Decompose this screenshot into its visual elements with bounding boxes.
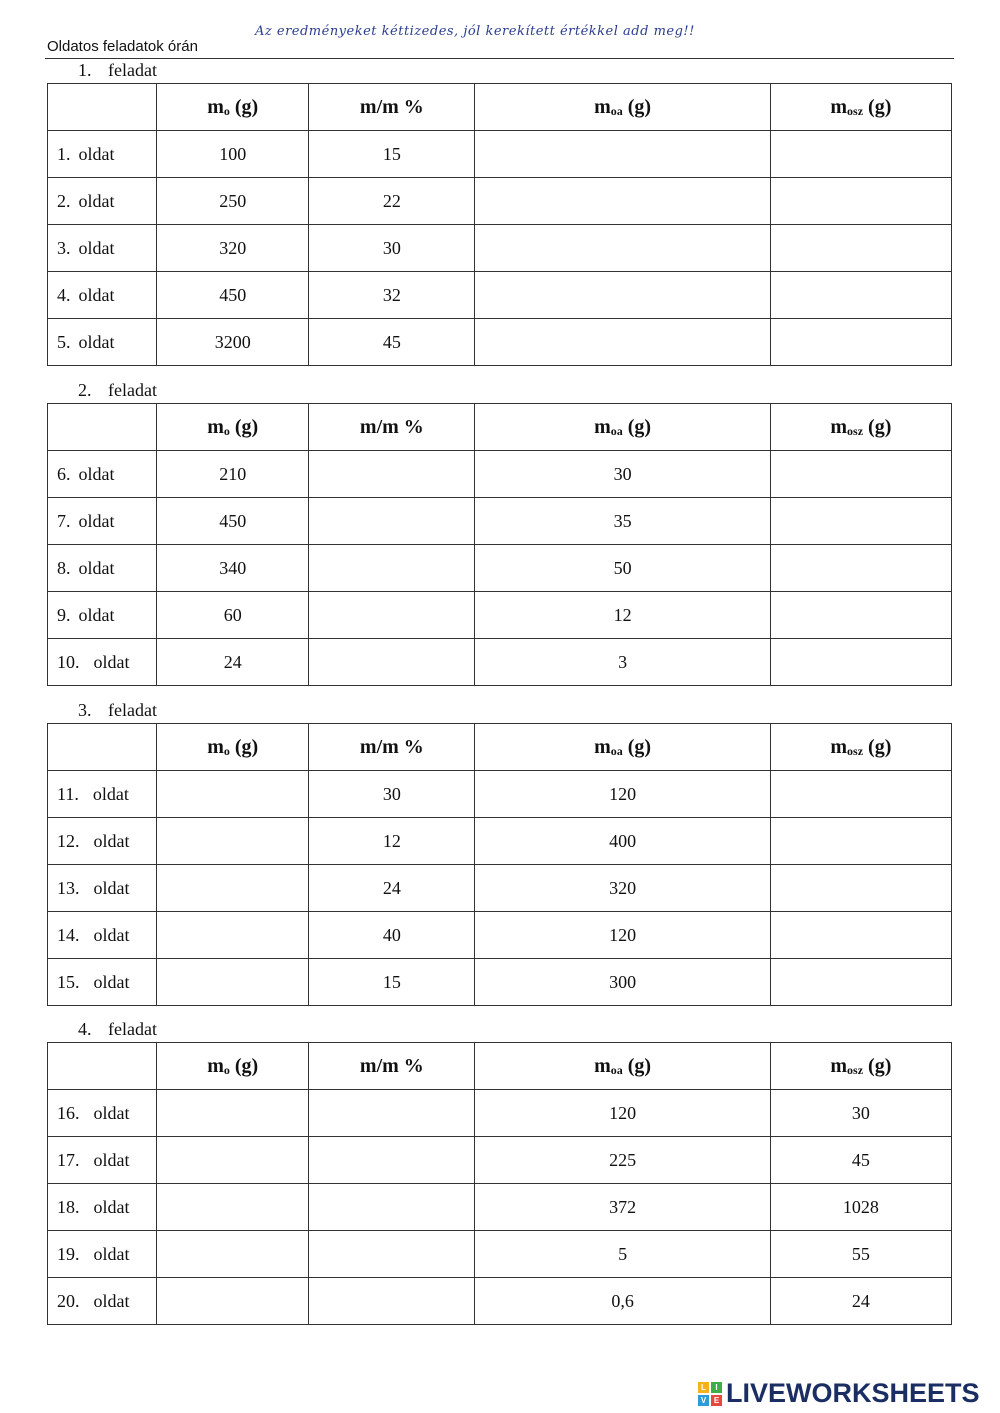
row-label [48,959,157,1006]
header-mm-percent [309,724,475,771]
header-mm-percent-label: m/m % [359,1054,424,1077]
cell-moa: 225 [475,1137,770,1184]
row-label [48,545,157,592]
row-label [48,1137,157,1184]
header-moa [475,404,770,451]
header-mosz-base: m [830,735,848,758]
cell-mm-percent[interactable] [309,1278,475,1325]
cell-mm-percent[interactable] [309,498,475,545]
row-number: 10. [57,651,80,672]
row-label-text: oldat [93,971,130,992]
cell-mosz[interactable] [770,865,951,912]
row-label [48,865,157,912]
cell-mosz[interactable] [770,592,951,639]
row-label [48,225,157,272]
task-number: 4. [78,1019,92,1039]
table-row [48,639,952,686]
cell-mm-percent[interactable] [309,545,475,592]
header-moa-unit: (g) [622,735,652,758]
liveworksheets-logo [698,1378,980,1409]
table-row [48,1184,952,1231]
cell-mo: 450 [157,498,309,545]
cell-mo[interactable] [157,1137,309,1184]
row-label [48,1184,157,1231]
cell-mosz[interactable] [770,131,951,178]
header-mo-base: m [207,735,224,758]
cell-moa: 120 [475,771,770,818]
header-mm-percent [309,1043,475,1090]
table-header-row [48,404,952,451]
task-label-text: feladat [108,380,157,400]
header-mo-subscript: o [223,423,230,438]
cell-mm-percent: 15 [309,131,475,178]
cell-mo[interactable] [157,1090,309,1137]
cell-mosz[interactable] [770,319,951,366]
task-table [47,1042,952,1325]
row-label-text: oldat [78,284,115,305]
row-label-text: oldat [93,924,130,945]
cell-mosz: 30 [770,1090,951,1137]
row-label [48,131,157,178]
row-label [48,1231,157,1278]
cell-mosz[interactable] [770,451,951,498]
cell-mosz[interactable] [770,959,951,1006]
row-number: 6. [57,463,71,484]
table-row [48,1090,952,1137]
cell-mo: 100 [157,131,309,178]
cell-mosz: 45 [770,1137,951,1184]
header-moa-base: m [594,1054,611,1077]
cell-moa: 372 [475,1184,770,1231]
row-label [48,272,157,319]
cell-moa[interactable] [475,178,770,225]
table-row [48,912,952,959]
cell-mosz[interactable] [770,912,951,959]
cell-mosz[interactable] [770,639,951,686]
header-mosz [770,724,951,771]
header-mosz-unit: (g) [863,415,892,438]
header-mosz [770,404,951,451]
task-label-text: feladat [108,700,157,720]
row-number: 2. [57,190,71,211]
header-mo [157,84,309,131]
cell-mosz[interactable] [770,818,951,865]
header-mosz-unit: (g) [863,1054,892,1077]
row-label-text: oldat [78,190,115,211]
logo-mark-letter: I [711,1382,722,1393]
logo-mark-letter: V [698,1395,709,1406]
header-mo [157,724,309,771]
header-mo-base: m [207,1054,224,1077]
header-mo-unit: (g) [229,95,259,118]
cell-mm-percent: 22 [309,178,475,225]
cell-mosz[interactable] [770,545,951,592]
row-label [48,592,157,639]
header-mosz-subscript: osz [847,103,864,118]
row-label-text: oldat [93,830,130,851]
header-moa [475,84,770,131]
header-mosz [770,1043,951,1090]
cell-moa: 400 [475,818,770,865]
cell-moa: 5 [475,1231,770,1278]
table-row [48,178,952,225]
cell-moa: 300 [475,959,770,1006]
row-number: 20. [57,1290,80,1311]
header-moa-subscript: oa [610,423,623,438]
header-empty-cell [48,84,157,131]
row-label-text: oldat [93,1196,130,1217]
header-mosz-subscript: osz [847,423,864,438]
cell-mo: 340 [157,545,309,592]
header-mosz-base: m [830,1054,848,1077]
cell-mo[interactable] [157,1278,309,1325]
cell-mm-percent[interactable] [309,451,475,498]
cell-moa: 35 [475,498,770,545]
table-row [48,498,952,545]
header-mo-base: m [207,95,224,118]
header-moa-subscript: oa [610,103,623,118]
logo-mark-icon [698,1382,722,1406]
header-mo-unit: (g) [229,415,259,438]
task-heading [78,1019,157,1040]
header-mosz-base: m [830,415,848,438]
header-mo-unit: (g) [229,1054,259,1077]
row-number: 5. [57,331,71,352]
header-moa-subscript: oa [610,1062,623,1077]
header-mosz-subscript: osz [847,1062,864,1077]
header-moa [475,724,770,771]
cell-mosz: 1028 [770,1184,951,1231]
table-row [48,545,952,592]
cell-mosz[interactable] [770,498,951,545]
row-label [48,1090,157,1137]
cell-moa[interactable] [475,272,770,319]
table-row [48,225,952,272]
table-row [48,1231,952,1278]
cell-mm-percent[interactable] [309,1231,475,1278]
row-label-text: oldat [92,783,129,804]
cell-moa: 120 [475,1090,770,1137]
task-number: 1. [78,60,92,80]
row-number: 19. [57,1243,80,1264]
row-number: 18. [57,1196,80,1217]
header-mo [157,1043,309,1090]
instruction-note: Az eredményeket kéttizedes, jól kerekített értékkel add meg!! [255,24,695,39]
header-mm-percent [309,404,475,451]
logo-mark-letter: L [698,1382,709,1393]
cell-mosz[interactable] [770,225,951,272]
header-mo [157,404,309,451]
cell-moa[interactable] [475,319,770,366]
row-label-text: oldat [93,1102,130,1123]
row-number: 12. [57,830,80,851]
cell-mo: 210 [157,451,309,498]
table-row [48,1278,952,1325]
header-mm-percent-label: m/m % [359,415,424,438]
cell-mo: 250 [157,178,309,225]
header-moa-subscript: oa [610,743,623,758]
cell-mosz[interactable] [770,178,951,225]
row-label [48,639,157,686]
row-number: 4. [57,284,71,305]
row-label-text: oldat [78,510,115,531]
task-table [47,723,952,1006]
header-moa-unit: (g) [622,1054,652,1077]
logo-mark-letter: E [711,1395,722,1406]
cell-mosz[interactable] [770,771,951,818]
cell-mm-percent[interactable] [309,1184,475,1231]
row-label [48,912,157,959]
row-number: 9. [57,604,71,625]
table-row [48,818,952,865]
row-label-text: oldat [78,331,115,352]
row-number: 7. [57,510,71,531]
logo-text: LIVEWORKSHEETS [726,1378,980,1408]
row-label [48,178,157,225]
row-label-text: oldat [78,463,115,484]
cell-mm-percent[interactable] [309,592,475,639]
header-moa-base: m [594,95,611,118]
header-moa-unit: (g) [622,95,652,118]
header-mm-percent [309,84,475,131]
cell-mm-percent: 45 [309,319,475,366]
task-heading [78,380,157,401]
header-empty-cell [48,724,157,771]
header-mo-subscript: o [223,743,230,758]
cell-mm-percent: 12 [309,818,475,865]
row-number: 11. [57,783,79,804]
row-label-text: oldat [78,557,115,578]
task-number: 2. [78,380,92,400]
row-number: 13. [57,877,80,898]
header-moa-unit: (g) [622,415,652,438]
row-label [48,319,157,366]
table-header-row [48,84,952,131]
row-number: 15. [57,971,80,992]
cell-mosz[interactable] [770,272,951,319]
cell-moa: 3 [475,639,770,686]
cell-moa[interactable] [475,225,770,272]
row-label [48,451,157,498]
cell-moa: 120 [475,912,770,959]
row-label-text: oldat [93,1243,130,1264]
row-label-text: oldat [78,604,115,625]
header-moa [475,1043,770,1090]
header-mm-percent-label: m/m % [359,735,424,758]
cell-mo: 320 [157,225,309,272]
cell-mosz: 24 [770,1278,951,1325]
row-label [48,1278,157,1325]
task-label-text: feladat [108,60,157,80]
cell-mo[interactable] [157,1184,309,1231]
task-number: 3. [78,700,92,720]
header-mo-subscript: o [223,1062,230,1077]
cell-mo[interactable] [157,771,309,818]
task-heading [78,700,157,721]
cell-mm-percent: 30 [309,225,475,272]
row-number: 8. [57,557,71,578]
cell-mm-percent: 30 [309,771,475,818]
row-number: 14. [57,924,80,945]
header-mo-base: m [207,415,224,438]
cell-mm-percent[interactable] [309,1090,475,1137]
task-table [47,403,952,686]
header-empty-cell [48,404,157,451]
row-label-text: oldat [78,143,115,164]
cell-mo: 3200 [157,319,309,366]
cell-mo[interactable] [157,865,309,912]
cell-mo: 450 [157,272,309,319]
cell-mm-percent[interactable] [309,639,475,686]
cell-mm-percent: 24 [309,865,475,912]
header-mo-unit: (g) [229,735,259,758]
header-mosz-unit: (g) [863,95,892,118]
cell-mo[interactable] [157,959,309,1006]
row-label-text: oldat [93,651,130,672]
row-number: 3. [57,237,71,258]
header-mm-percent-label: m/m % [359,95,424,118]
table-row [48,959,952,1006]
task-table [47,83,952,366]
row-label-text: oldat [93,877,130,898]
row-number: 17. [57,1149,80,1170]
table-row [48,865,952,912]
cell-mm-percent[interactable] [309,1137,475,1184]
task-label-text: feladat [108,1019,157,1039]
cell-mo[interactable] [157,1231,309,1278]
table-row [48,451,952,498]
table-row [48,272,952,319]
cell-mosz: 55 [770,1231,951,1278]
cell-moa: 0,6 [475,1278,770,1325]
row-label-text: oldat [93,1290,130,1311]
cell-mo[interactable] [157,912,309,959]
row-number: 16. [57,1102,80,1123]
table-row [48,771,952,818]
cell-moa: 12 [475,592,770,639]
row-label-text: oldat [93,1149,130,1170]
cell-mm-percent: 15 [309,959,475,1006]
cell-mo: 24 [157,639,309,686]
header-empty-cell [48,1043,157,1090]
cell-mo[interactable] [157,818,309,865]
cell-moa: 50 [475,545,770,592]
table-row [48,319,952,366]
table-row [48,131,952,178]
cell-mm-percent: 32 [309,272,475,319]
header-moa-base: m [594,415,611,438]
header-mosz-unit: (g) [863,735,892,758]
document-title: Oldatos feladatok órán [47,38,198,55]
header-mosz-subscript: osz [847,743,864,758]
row-label [48,498,157,545]
row-label [48,771,157,818]
task-heading [78,60,157,81]
cell-moa: 30 [475,451,770,498]
header-mo-subscript: o [223,103,230,118]
header-divider [45,58,954,59]
header-moa-base: m [594,735,611,758]
row-label-text: oldat [78,237,115,258]
cell-mo: 60 [157,592,309,639]
table-header-row [48,1043,952,1090]
table-header-row [48,724,952,771]
row-number: 1. [57,143,71,164]
cell-moa: 320 [475,865,770,912]
header-mosz-base: m [830,95,848,118]
cell-mm-percent: 40 [309,912,475,959]
table-row [48,592,952,639]
table-row [48,1137,952,1184]
row-label [48,818,157,865]
cell-moa[interactable] [475,131,770,178]
header-mosz [770,84,951,131]
